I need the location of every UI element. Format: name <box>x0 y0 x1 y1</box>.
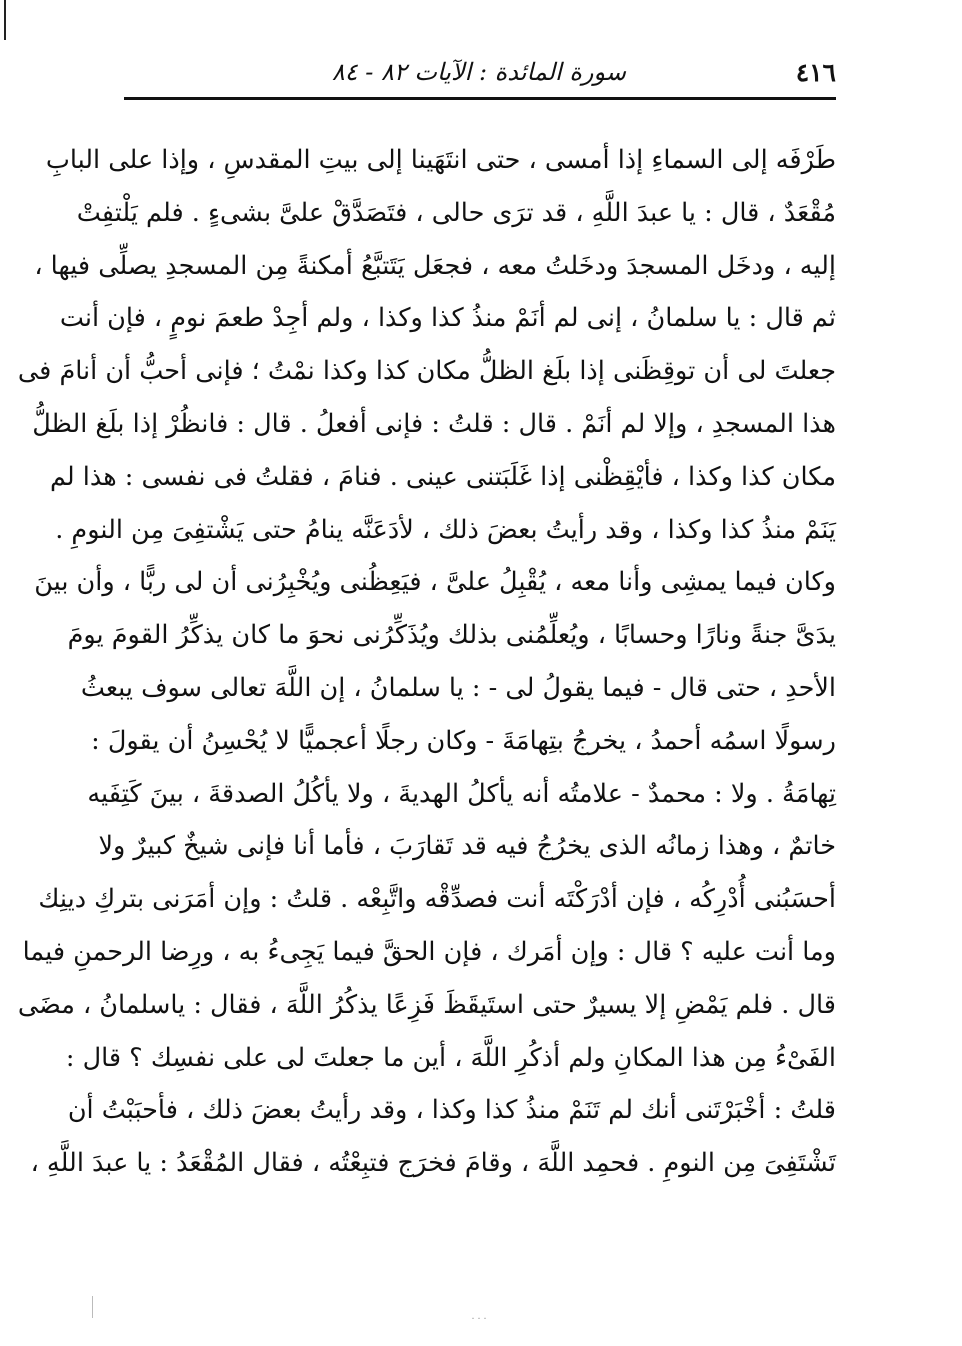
running-title: سورة المائدة : الآيات ٨٢ - ٨٤ <box>331 58 626 86</box>
text-line: تِهامَةُ . ولا : محمدٌ - علامتُه أنه يأكلُ الهديةَ ، ولا يأكُلُ الصدقةَ ، بينَ كَتِفَيه <box>87 778 836 809</box>
text-line: يدَىَّ جنةً ونارًا وحسابًا ، ويُعلِّمُنى بذلك ويُذَكِّرُنى نحوَ ما كان يذكِّرُ القومَ يومَ <box>67 620 836 651</box>
scan-dots: ˙˙˙ <box>470 1316 488 1330</box>
scan-speck <box>92 1296 93 1318</box>
text-line: مُقْعَدٌ ، قال : يا عبدَ اللَّهِ ، قد ترَى حالى ، فتَصَدَّقْ علىَّ بشىءٍ . فلم يَلْتفِتْ <box>76 197 836 228</box>
page-header <box>124 52 836 92</box>
scan-edge-mark <box>4 0 6 40</box>
text-line: خاتمٌ ، وهذا زمانُه الذى يخرُجُ فيه قد تَقارَبَ ، فأما أنا فإنى شيخٌ كبيرٌ ولا <box>98 831 836 862</box>
text-line: أحسَبُنى أُدْرِكُه ، فإن أدْرَكْتَه أنت فصدِّقْه واتَّبِعْه . قلتُ : وإن أمَرَنى بتركِ دينِك <box>38 884 836 915</box>
text-line: رسولًا اسمُه أحمدُ ، يخرجُ بتِهامَةَ - وكان رجلًا أعجميًّا لا يُحْسِنُ أن يقولَ : <box>91 725 836 756</box>
text-line: قلتُ : أخْبَرْتَنى أنك لم تَنَمْ منذُ كذا وكذا ، وقد رأيتُ بعضَ ذلك ، فأحبَبْتُ أن <box>67 1095 836 1126</box>
text-line: تَشْتَفِىَ مِن النومِ . فحمِد اللَّهَ ، وقامَ فخرَج فتبِعْتُه ، فقال المُقْعَدُ : يا عبدَ اللَّهِ ، <box>30 1148 836 1179</box>
text-line: وما أنت عليه ؟ قال : وإن أمَرك ، فإن الحقَّ فيما يَجِىءُ به ، ورِضا الرحمنِ فيما <box>22 936 836 967</box>
text-line: جعلتَ لى أن توقِظَنى إذا بلَغ الظلُّ مكان كذا وكذا نمْتُ ؛ فإنى أحبُّ أن أنامَ فى <box>17 356 836 387</box>
text-line: هذا المسجدِ ، وإلا لم أنَمْ . قال : قلتُ : فإنى أفعلُ . قال : فانظُرْ إذا بلَغ الظلُّ <box>32 408 836 439</box>
text-line: إليه ، ودخَل المسجدَ ودخَلتُ معه ، فجعَل يَتَتبَّعُ أمكنةً مِن المسجدِ يصلِّى فيها ، <box>34 250 836 281</box>
body-text <box>17 134 836 1190</box>
page-number: ٤١٦ <box>795 58 836 87</box>
header-rule <box>124 97 836 100</box>
text-line: الأحدِ ، حتى قال - فيما يقولُ لى - : يا سلمانُ ، إن اللَّهَ تعالى سوف يبعثُ <box>80 672 836 703</box>
text-line: طَرْفَه إلى السماءِ إذا أمسى ، حتى انتَهَينا إلى بيتِ المقدسِ ، وإذا على البابِ <box>45 145 836 175</box>
text-line: الفَىْءُ مِن هذا المكانِ ولم أذكُرِ اللَّهَ ، أين ما جعلتَ لى على نفسِك ؟ قال : <box>65 1042 836 1073</box>
text-line: ثم قال : يا سلمانُ ، إنى لم أنَمْ منذُ كذا وكذا ، ولم أجِدْ طعمَ نومٍ ، فإن أنت <box>59 303 836 334</box>
text-line: يَنَمْ منذُ كذا وكذا ، وقد رأيتُ بعضَ ذلك ، لأدَعَنَّه ينامُ حتى يَشْتفِىَ مِن النومِ . <box>55 514 836 545</box>
text-line: وكان فيما يمشِى وأنا معه ، يُقْبِلُ علىَّ ، فيَعِظُنى ويُخْبِرُنى أن لى ربًّا ، وأن بينَ <box>34 567 836 598</box>
text-line: قال . فلم يَمْضِ إلا يسيرٌ حتى استَيقَظَ فَزِعًا يذكُرُ اللَّهَ ، فقال : ياسلمانُ ، مضَى <box>17 989 836 1020</box>
text-line: مكان كذا وكذا ، فأيْقِظْنى إذا غَلَبَتنى عينى . فنامَ ، فقلتُ فى نفسى : هذا لم <box>49 461 836 492</box>
